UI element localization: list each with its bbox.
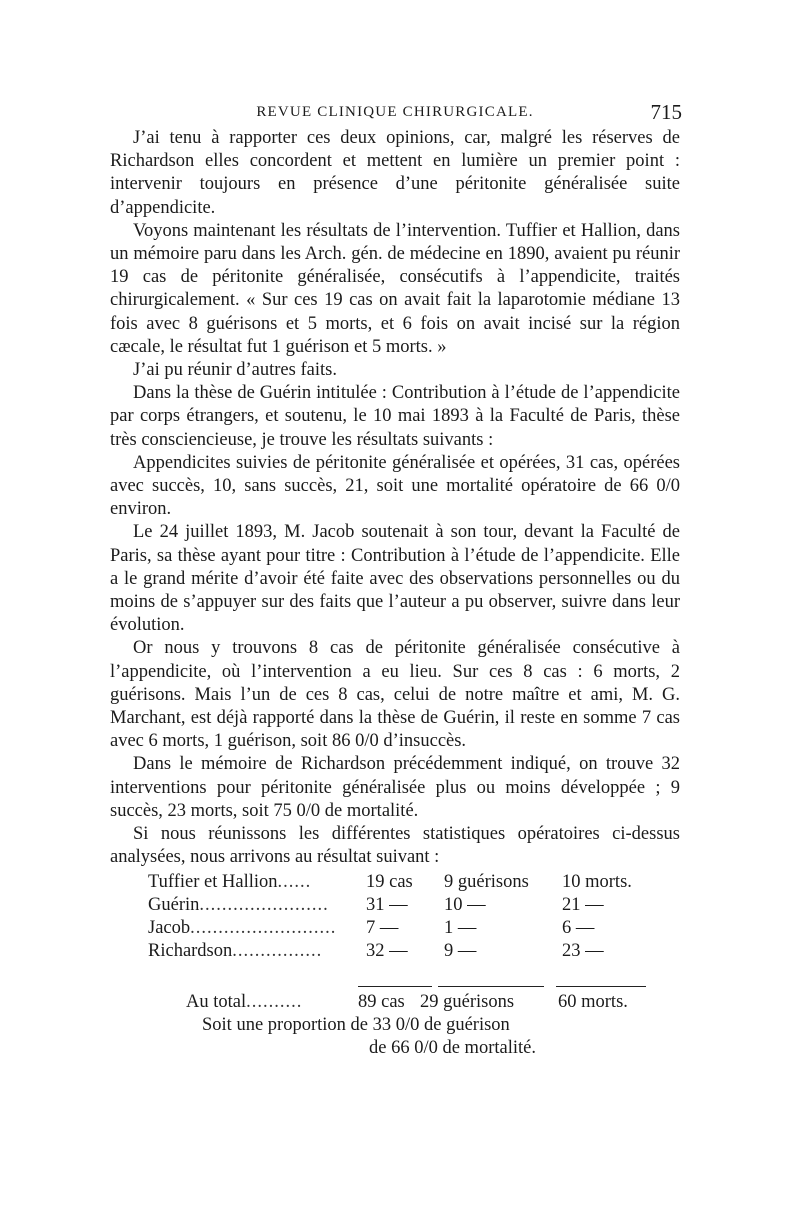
row-guerisons: 9 guérisons (444, 871, 529, 892)
row-guerisons: 9 — (444, 940, 477, 961)
row-cases: 32 — (366, 940, 408, 961)
paragraph: Voyons maintenant les résultats de l’intervention. Tuffier et Hallion, dans un mémoire paru dans les Arch. gén. de médecine en 1890, avaient pu réunir 19 cas de péritonite généralisée, consécutifs à l’appendicite, traités chirurgicalement. « Sur ces 19 cas on avait fait la laparotomie médiane 13 fois avec 8 guérisons et 5 morts, et 6 fois on avait incisé sur la région cæcale, le résultat fut 1 guérison et 5 morts. » (110, 220, 680, 357)
paragraph: Si nous réunissons les différentes statistiques opératoires ci-dessus analysées, nous arrivons au résultat suivant : (110, 824, 680, 868)
paragraph: Appendicites suivies de péritonite généralisée et opérées, 31 cas, opérées avec succès, 10, sans succès, 21, soit une mortalité opératoire de 66 0/0 environ. (110, 452, 680, 520)
paragraph: Le 24 juillet 1893, M. Jacob soutenait à son tour, devant la Faculté de Paris, sa thèse ayant pour titre : Contribution à l’étude de l’appendicite. Elle a le grand mérite d’avoir été faite avec des observations personnelles ou du moins de s’appuyer sur des faits que l’auteur a pu observer, suivre dans leur évolution. (110, 522, 680, 636)
page-number: 715 (650, 100, 682, 124)
row-name: Richardson................ (148, 940, 323, 961)
page-body (110, 127, 680, 1060)
paragraph: J’ai tenu à rapporter ces deux opinions, car, malgré les réserves de Richardson elles concordent et mettent en lumière un premier point : intervenir toujours en présence d’une péritonite généralisée suite d’appendicite. (110, 128, 680, 218)
row-cases: 7 — (366, 917, 399, 938)
row-cases: 31 — (366, 894, 408, 915)
total-row (110, 991, 680, 1014)
total-cases: 89 cas (358, 991, 405, 1012)
total-rule (438, 986, 544, 987)
row-guerisons: 10 — (444, 894, 486, 915)
running-title: REVUE CLINIQUE CHIRURGICALE. (256, 104, 534, 120)
total-rule (556, 986, 646, 987)
row-name: Guérin....................... (148, 894, 329, 915)
total-label: Au total.......... (186, 991, 303, 1012)
table-row (110, 940, 680, 963)
row-morts: 10 morts. (562, 871, 632, 892)
table-row (110, 894, 680, 917)
table-row (110, 871, 680, 894)
paragraph: Or nous y trouvons 8 cas de péritonite généralisée consécutive à l’appendicite, où l’intervention a eu lieu. Sur ces 8 cas : 6 morts, 2 guérisons. Mais l’un de ces 8 cas, celui de notre maître et ami, M. G. Marchant, est déjà rapporté dans la thèse de Guérin, il reste en somme 7 cas avec 6 morts, 1 guérison, soit 86 0/0 d’insuccès. (110, 638, 680, 752)
proportion-line: de 66 0/0 de mortalité. (369, 1037, 536, 1058)
statistics-table (110, 871, 680, 983)
row-guerisons: 1 — (444, 917, 477, 938)
total-rule (358, 986, 432, 987)
row-morts: 21 — (562, 894, 604, 915)
total-guerisons: 29 guérisons (420, 991, 515, 1012)
row-name: Tuffier et Hallion...... (148, 871, 312, 892)
paragraph: J’ai pu réunir d’autres faits. (133, 360, 337, 381)
total-rules (110, 983, 680, 991)
page-header (108, 100, 682, 124)
paragraph: Dans la thèse de Guérin intitulée : Contribution à l’étude de l’appendicite par corps étrangers, et soutenu, le 10 mai 1893 à la Faculté de Paris, thèse très consciencieuse, je trouve les résultats suivants : (110, 383, 680, 450)
row-cases: 19 cas (366, 871, 413, 892)
row-morts: 6 — (562, 917, 595, 938)
paragraph: Dans le mémoire de Richardson précédemment indiqué, on trouve 32 interventions pour péritonite généralisée plus ou moins développée ; 9 succès, 23 morts, soit 75 0/0 de mortalité. (110, 754, 680, 821)
row-morts: 23 — (562, 940, 604, 961)
proportion-line: Soit une proportion de 33 0/0 de guérison (202, 1014, 510, 1035)
row-name: Jacob.......................... (148, 917, 337, 938)
table-row (110, 917, 680, 940)
total-morts: 60 morts. (558, 991, 628, 1012)
